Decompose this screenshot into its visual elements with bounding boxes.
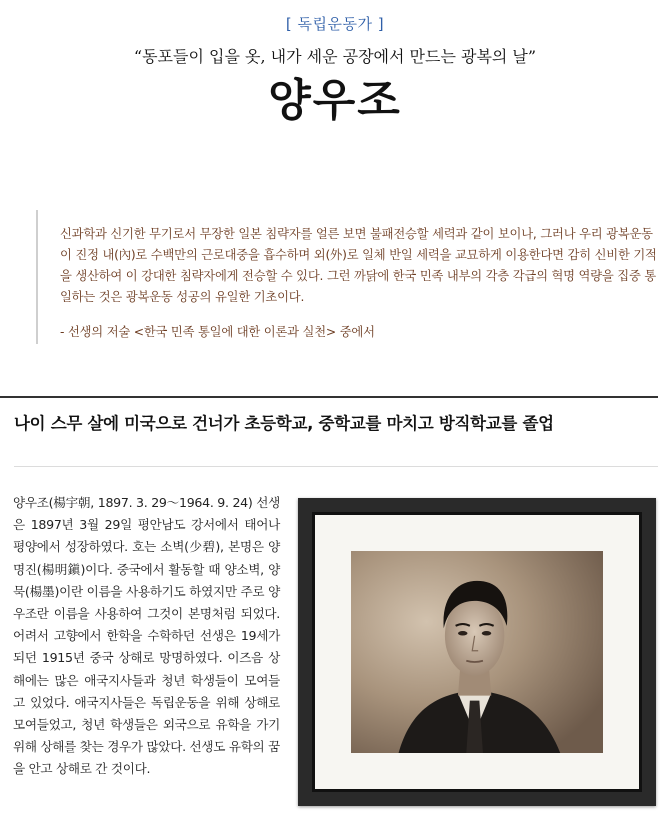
category-label: [ 독립운동가 ] [285,15,385,33]
portrait-mat [315,515,639,789]
section-divider-top [0,396,658,398]
quote-source: - 선생의 저술 <한국 민족 통일에 대한 이론과 실천> 중에서 [60,325,375,339]
section-divider-bottom [14,466,658,467]
quote-block [36,210,660,344]
bio-text: 양우조(楊宇朝, 1897. 3. 29～1964. 9. 24) 선생은 1897년 3월 29일 평안남도 강서에서 태어나 평양에서 성장하였다. 호는 소벽(少碧), 본명은 양명진(楊明鎭)이다. 중국에서 활동할 때 양소벽, 양묵(楊墨)이란 이름을 사용하기도 하였지만 주로 양우조란 이름을 사용하여 그것이 본명처럼 되었다. 어려서 고향에서 한학을 수학하던 선생은 19세가 되던 1915년 중국 상해로 망명하였다. 이즈음 상해에는 많은 애국지사들과 청년 학생들이 모여들고 있었다. 애국지사들은 독립운동을 위해 상해로 모여들었고, 청년 학생들은 외국으로 유학을 가기 위해 상해를 찾는 경우가 많았다. 선생도 유학의 꿈을 안고 상해로 간 것이다. [13,495,280,777]
portrait-frame [298,498,656,806]
portrait-figure [351,551,603,753]
tagline: “동포들이 입을 옷, 내가 세운 공장에서 만드는 광복의 날” [133,47,537,66]
page-title: 양우조 [268,75,402,126]
quote-text: 신과학과 신기한 무기로서 무장한 일본 침략자를 얼른 보면 불패전승할 세력과 같이 보이나, 그러나 우리 광복운동이 진정 내(內)로 수백만의 근로대중을 흡수하며 외(外)로 일체 반일 세력을 교묘하게 이용한다면 감히 신비한 기적을 생산하여 이 강대한 침략자에게 전승할 수 있다. 그런 까닭에 한국 민족 내부의 각층 각급의 혁명 역량을 집중 통일하는 것은 광복운동 성공의 유일한 기초이다. [60,227,657,304]
portrait-photo [351,551,603,753]
section-heading: 나이 스무 살에 미국으로 건너가 초등학교, 중학교를 마치고 방직학교를 졸업 [14,414,554,433]
